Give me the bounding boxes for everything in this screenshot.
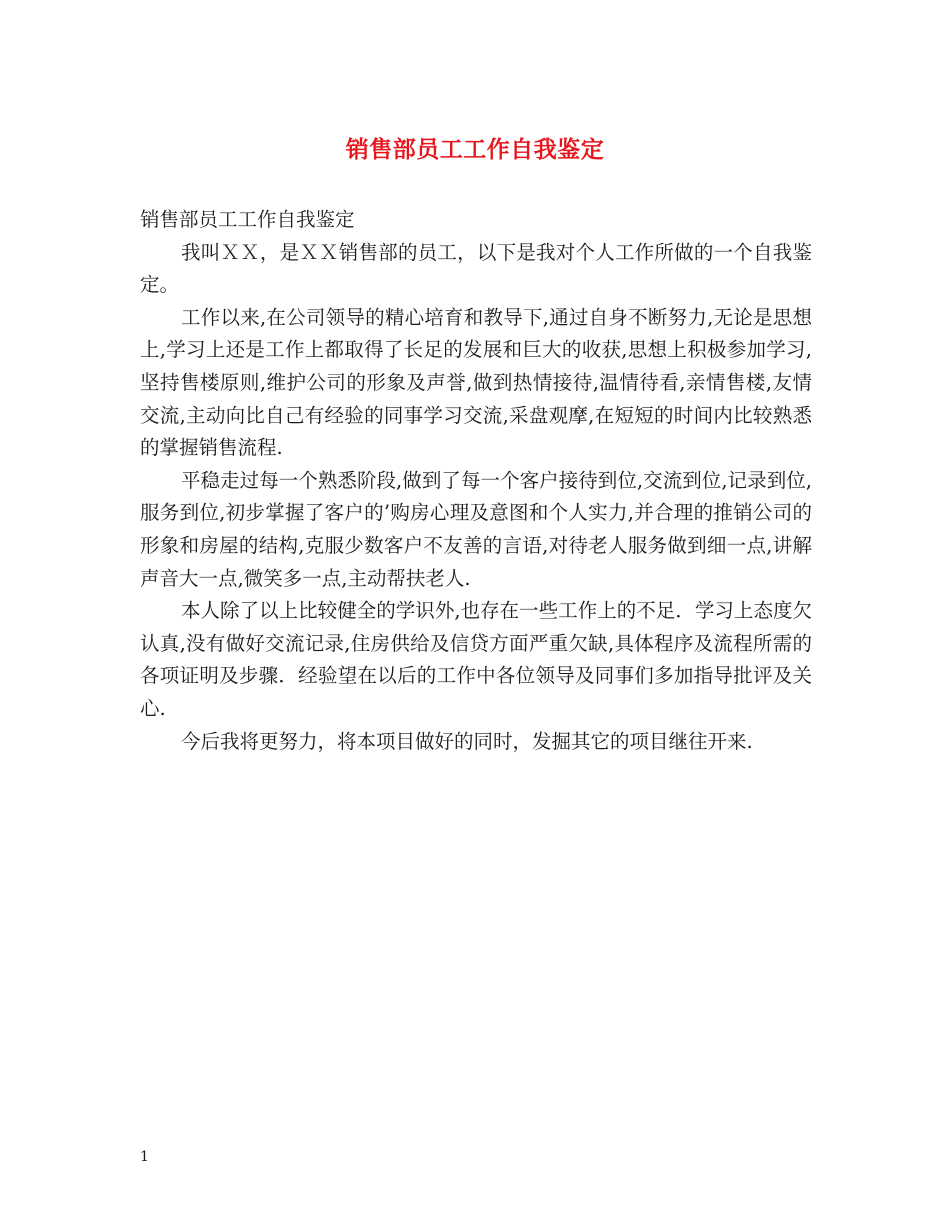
document-subtitle: 销售部员工工作自我鉴定 (140, 208, 355, 231)
document-body (140, 204, 812, 758)
paragraph-intro: 我叫ＸＸ，是ＸＸ销售部的员工，以下是我对个人工作所做的一个自我鉴定。 (140, 240, 812, 297)
paragraph-outlook: 今后我将更努力，将本项目做好的同时，发掘其它的项目继往开来. (181, 729, 753, 753)
paragraph-shortcomings: 本人除了以上比较健全的学识外,也存在一些工作上的不足．学习上态度欠认真,没有做好交流记录,住房供给及信贷方面严重欠缺,具体程序及流程所需的各项证明及步骤．经验望在以后的工作中各位领导及同事们多加指导批评及关心. (140, 599, 812, 720)
document-title: 销售部员工工作自我鉴定 (345, 136, 605, 163)
paragraph-customer-service: 平稳走过每一个熟悉阶段,做到了每一个客户接待到位,交流到位,记录到位,服务到位,初步掌握了客户的’购房心理及意图和个人实力,并合理的推销公司的形象和房屋的结构,克服少数客户不友善的言语,对待老人服务做到细一点,讲解声音大一点,微笑多一点,主动帮扶老人. (140, 468, 812, 590)
paragraph-work-summary: 工作以来,在公司领导的精心培育和教导下,通过自身不断努力,无论是思想上,学习上还是工作上都取得了长足的发展和巨大的收获,思想上积极参加学习,坚持售楼原则,维护公司的形象及声誉,做到热情接待,温情待看,亲情售楼,友情交流,主动向比自己有经验的同事学习交流,采盘观摩,在短短的时间内比较熟悉的掌握销售流程. (140, 305, 812, 460)
page-number: 1 (140, 1149, 149, 1165)
